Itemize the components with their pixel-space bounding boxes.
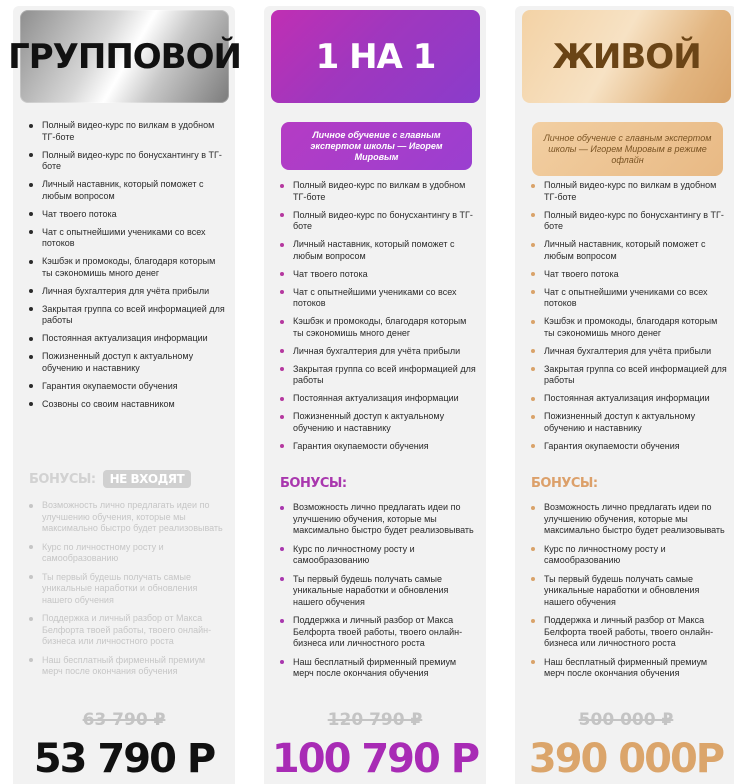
plan-card-one-on-one <box>264 6 486 784</box>
bonus-heading-one-on-one <box>280 476 347 491</box>
bonus-list-one-on-one <box>280 502 478 687</box>
bonus-heading-group <box>29 470 191 488</box>
feature-item: Личный наставник, который поможет с любым вопросом <box>531 239 729 262</box>
feature-list-live <box>531 180 729 459</box>
feature-item: Полный видео-курс по бонусхантингу в ТГ-боте <box>280 210 478 233</box>
price-live: 390 000Р <box>528 736 724 782</box>
feature-item: Личная бухгалтерия для учёта прибыли <box>531 346 729 358</box>
feature-item: Кэшбэк и промокоды, благодаря которым ты сэкономишь много денег <box>531 316 729 339</box>
bonus-item: Возможность лично предлагать идеи по улучшению обучения, которые мы максимально быстро будет реализовывать <box>280 502 478 537</box>
feature-item: Чат с опытнейшими учениками со всех потоков <box>531 287 729 310</box>
bonus-item: Ты первый будешь получать самые уникальные наработки и обновления нашего обучения <box>280 574 478 609</box>
feature-item: Постоянная актуализация информации <box>280 393 478 405</box>
bonus-item: Наш бесплатный фирменный премиум мерч после окончания обучения <box>531 657 729 680</box>
feature-item: Гарантия окупаемости обучения <box>531 441 729 453</box>
feature-item: Закрытая группа со всей информацией для работы <box>280 364 478 387</box>
feature-list-one-on-one <box>280 180 478 459</box>
old-price-group: 63 790 ₽ <box>82 710 166 730</box>
feature-list-group <box>29 120 227 417</box>
bonus-not-included-badge: НЕ ВХОДЯТ <box>103 470 192 488</box>
plan-title-group: ГРУППОВОЙ <box>20 10 229 103</box>
old-price-live: 500 000 ₽ <box>578 710 674 730</box>
bonus-item: Ты первый будешь получать самые уникальные наработки и обновления нашего обучения <box>531 574 729 609</box>
feature-item: Чат с опытнейшими учениками со всех потоков <box>29 227 227 250</box>
feature-item: Чат твоего потока <box>280 269 478 281</box>
feature-item: Созвоны со своим наставником <box>29 399 227 411</box>
feature-item: Пожизненный доступ к актуальному обучению и наставнику <box>29 351 227 374</box>
feature-item: Закрытая группа со всей информацией для работы <box>29 304 227 327</box>
plan-title-one-on-one: 1 НА 1 <box>271 10 480 103</box>
feature-item: Личная бухгалтерия для учёта прибыли <box>29 286 227 298</box>
feature-item: Чат с опытнейшими учениками со всех потоков <box>280 287 478 310</box>
feature-item: Чат твоего потока <box>29 209 227 221</box>
feature-item: Полный видео-курс по вилкам в удобном ТГ-боте <box>280 180 478 203</box>
feature-item: Пожизненный доступ к актуальному обучению и наставнику <box>531 411 729 434</box>
bonus-title-text: БОНУСЫ: <box>531 476 598 491</box>
plan-card-live <box>515 6 734 784</box>
plan-subtitle-one-on-one: Личное обучение с главным экспертом школы — Игорем Мировым <box>281 122 472 170</box>
feature-item: Кэшбэк и промокоды, благодаря которым ты сэкономишь много денег <box>29 256 227 279</box>
bonus-item: Поддержка и личный разбор от Макса Белфорта твоей работы, твоего онлайн-бизнеса или личностного роста <box>531 615 729 650</box>
bonus-item: Курс по личностному росту и самообразованию <box>280 544 478 567</box>
bonus-item: Наш бесплатный фирменный премиум мерч после окончания обучения <box>280 657 478 680</box>
feature-item: Полный видео-курс по вилкам в удобном ТГ-боте <box>29 120 227 143</box>
bonus-title-text: БОНУСЫ: <box>280 476 347 491</box>
bonus-item: Возможность лично предлагать идеи по улучшению обучения, которые мы максимально быстро будет реализовывать <box>531 502 729 537</box>
bonus-list-live <box>531 502 729 687</box>
bonus-item: Ты первый будешь получать самые уникальные наработки и обновления нашего обучения <box>29 572 227 607</box>
plan-title-live: ЖИВОЙ <box>522 10 731 103</box>
price-group: 53 790 Р <box>33 736 215 782</box>
feature-item: Пожизненный доступ к актуальному обучению и наставнику <box>280 411 478 434</box>
feature-item: Закрытая группа со всей информацией для работы <box>531 364 729 387</box>
bonus-item: Возможность лично предлагать идеи по улучшению обучения, которые мы максимально быстро будет реализовывать <box>29 500 227 535</box>
bonus-item: Курс по личностному росту и самообразованию <box>29 542 227 565</box>
feature-item: Полный видео-курс по бонусхантингу в ТГ-боте <box>29 150 227 173</box>
feature-item: Постоянная актуализация информации <box>29 333 227 345</box>
feature-item: Гарантия окупаемости обучения <box>29 381 227 393</box>
plan-card-group <box>8 6 241 784</box>
price-one-on-one: 100 790 Р <box>271 736 479 782</box>
old-price-one-on-one: 120 790 ₽ <box>327 710 423 730</box>
feature-item: Полный видео-курс по вилкам в удобном ТГ-боте <box>531 180 729 203</box>
plan-subtitle-live: Личное обучение с главным экспертом школы — Игорем Мировым в режиме офлайн <box>532 122 723 176</box>
feature-item: Чат твоего потока <box>531 269 729 281</box>
bonus-item: Поддержка и личный разбор от Макса Белфорта твоей работы, твоего онлайн-бизнеса или личностного роста <box>29 613 227 648</box>
feature-item: Гарантия окупаемости обучения <box>280 441 478 453</box>
feature-item: Кэшбэк и промокоды, благодаря которым ты сэкономишь много денег <box>280 316 478 339</box>
feature-item: Личный наставник, который поможет с любым вопросом <box>280 239 478 262</box>
bonus-list-group <box>29 500 227 685</box>
bonus-item: Курс по личностному росту и самообразованию <box>531 544 729 567</box>
bonus-title-text: БОНУСЫ: <box>29 471 96 487</box>
feature-item: Постоянная актуализация информации <box>531 393 729 405</box>
feature-item: Личный наставник, который поможет с любым вопросом <box>29 179 227 202</box>
feature-item: Полный видео-курс по бонусхантингу в ТГ-боте <box>531 210 729 233</box>
bonus-heading-live <box>531 476 598 491</box>
bonus-item: Наш бесплатный фирменный премиум мерч после окончания обучения <box>29 655 227 678</box>
feature-item: Личная бухгалтерия для учёта прибыли <box>280 346 478 358</box>
bonus-item: Поддержка и личный разбор от Макса Белфорта твоей работы, твоего онлайн-бизнеса или личностного роста <box>280 615 478 650</box>
